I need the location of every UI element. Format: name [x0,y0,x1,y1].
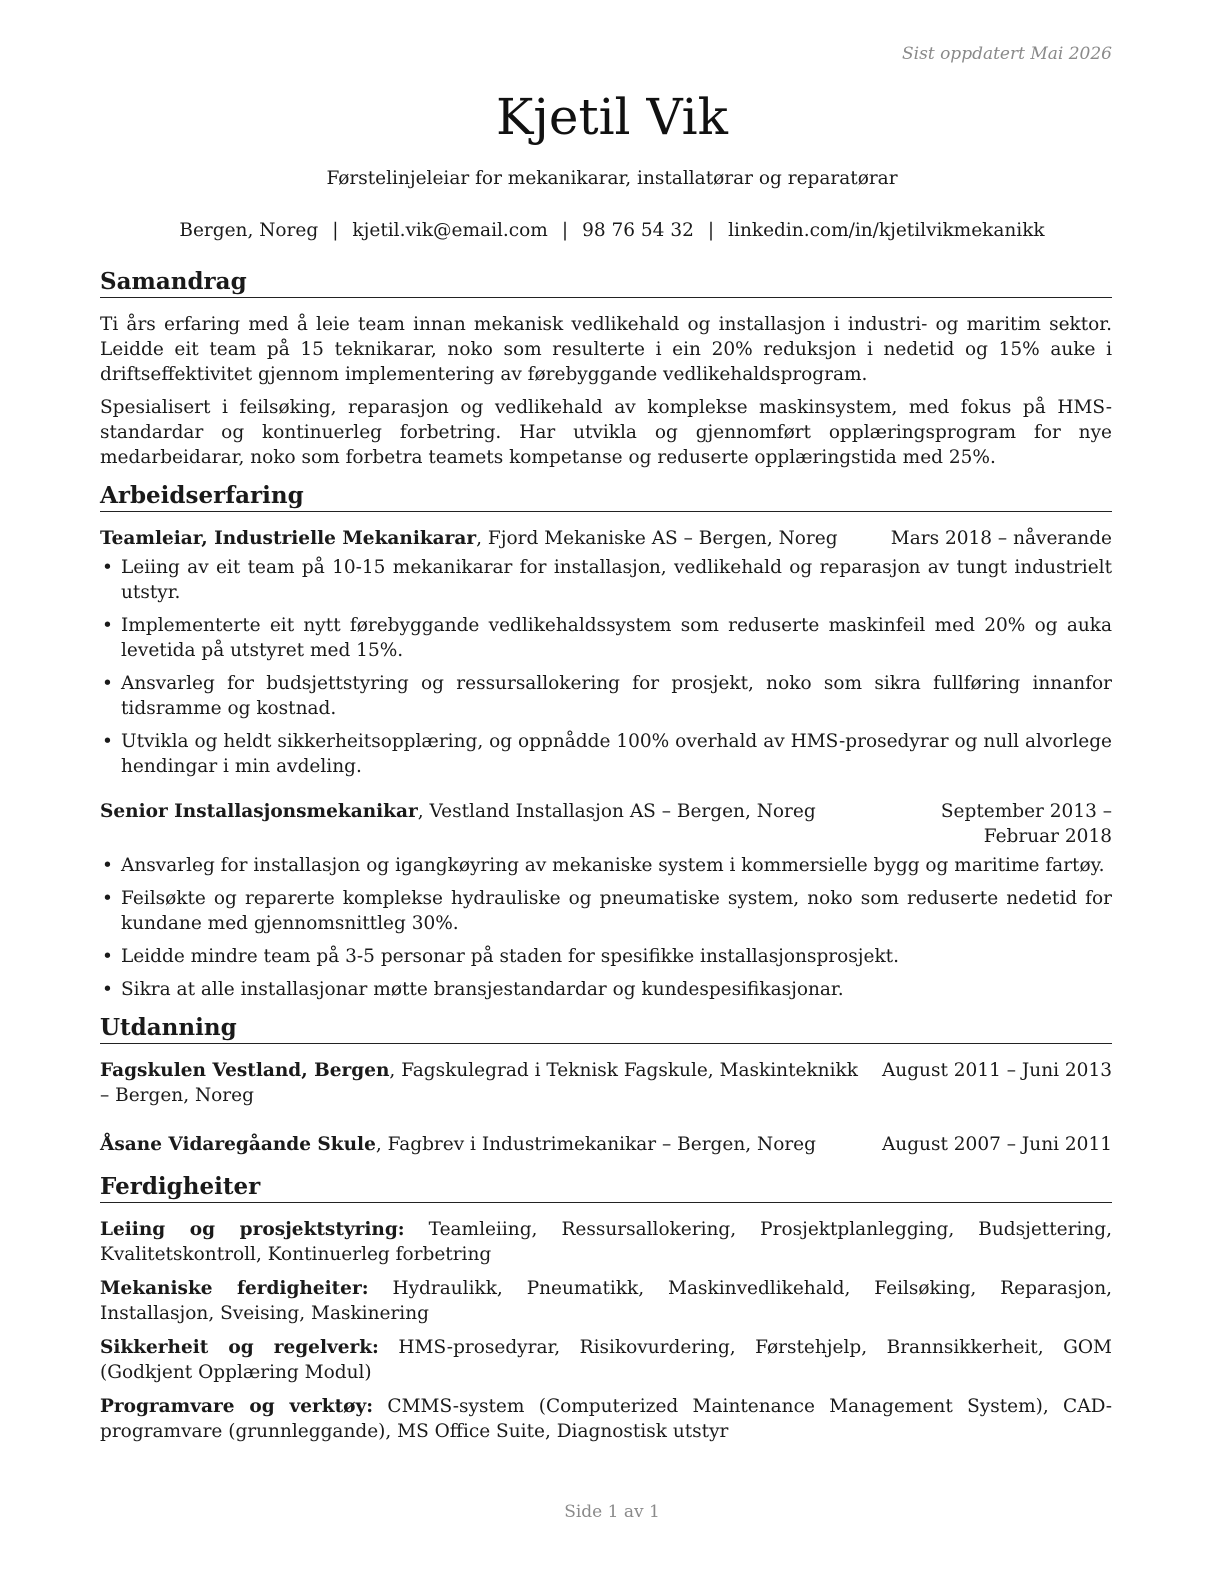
job-bullets [100,853,1112,1002]
job-role: Teamleiar, Industrielle Mekanikarar [100,528,477,549]
job-bullet: • Utvikla og heldt sikkerheitsopplæring, og oppnådde 100% overhald av HMS-prosedyrar og null alvorlege hendingar i min avdeling. [100,729,1112,779]
school-name: Fagskulen Vestland, Bergen [100,1060,390,1081]
education-section [100,1014,1112,1157]
job-bullet: • Leidde mindre team på 3-5 personar på staden for spesifikke installasjonsprosjekt. [100,944,1112,969]
skills-section [100,1173,1112,1444]
candidate-name: Kjetil Vik [496,88,728,146]
skill-label: Leiing og prosjektstyring: [100,1219,405,1240]
separator: | [561,220,569,241]
degree-info: , Fagskulegrad i Teknisk Fagskule, Maskinteknikk – Bergen, Noreg [100,1060,858,1106]
contact-email[interactable]: kjetil.vik@email.com [352,220,548,241]
skill-list: Teamleiing, Ressursallokering, Prosjektplanlegging, Budsjettering, Kvalitetskontroll, Kontinuerleg forbetring [100,1219,1112,1265]
education-dates: August 2011 – Juni 2013 [881,1060,1112,1081]
contact-line [0,220,1224,241]
contact-location: Bergen, Noreg [179,220,319,241]
school-name: Åsane Vidaregåande Skule [100,1134,376,1155]
contact-phone: 98 76 54 32 [582,220,694,241]
education-dates: August 2007 – Juni 2011 [881,1134,1112,1155]
experience-section [100,482,1112,1002]
job-bullet: • Sikra at alle installasjonar møtte bransjestandardar og kundespesifikasjonar. [100,977,1112,1002]
skill-label: Mekaniske ferdigheiter: [100,1278,369,1299]
job-bullet: • Leiing av eit team på 10-15 mekanikarar for installasjon, vedlikehald og reparasjon av tungt industrielt utstyr. [100,555,1112,605]
skill-list: CMMS-system (Computerized Maintenance Management System), CAD-programvare (grunnleggande), MS Office Suite, Diagnostisk utstyr [100,1396,1112,1442]
job-bullet: • Implementerte eit nytt førebyggande vedlikehaldssystem som reduserte maskinfeil med 20% og auka levetida på utstyret med 15%. [100,613,1112,663]
section-title-summary: Samandrag [100,268,1112,298]
education-entry [100,1132,1112,1157]
job-entry [100,526,1112,779]
job-header [100,799,1112,849]
summary-paragraph: Spesialisert i feilsøking, reparasjon og vedlikehald av komplekse maskinsystem, med fokus på HMS-standardar og kontinuerleg forbetring. Har utvikla og gjennomført opplæringsprogram for nye medarbeidarar, noko som forbetra teamets kompetanse og reduserte opplæringstida med 25%. [100,397,1112,468]
section-title-experience: Arbeidserfaring [100,482,1112,512]
job-bullet: • Ansvarleg for installasjon og igangkøyring av mekaniske system i kommersielle bygg og maritime fartøy. [100,853,1112,878]
job-bullets [100,555,1112,779]
education-entry [100,1058,1112,1108]
resume-content [100,268,1112,1453]
job-bullet: • Ansvarleg for budsjettstyring og ressursallokering for prosjekt, noko som sikra fullføring innanfor tidsramme og kostnad. [100,671,1112,721]
skill-group [100,1335,1112,1385]
skill-label: Sikkerheit og regelverk: [100,1337,379,1358]
job-role: Senior Installasjonsmekanikar [100,801,418,822]
section-title-education: Utdanning [100,1014,1112,1044]
skill-list: Hydraulikk, Pneumatikk, Maskinvedlikehald, Feilsøking, Reparasjon, Installasjon, Sveising, Maskinering [100,1278,1112,1324]
contact-linkedin[interactable]: linkedin.com/in/kjetilvikmekanikk [728,220,1045,241]
candidate-title: Førstelinjeleiar for mekanikarar, installatørar og reparatørar [326,168,898,189]
job-dates: September 2013 – Februar 2018 [940,801,1112,847]
skill-group [100,1217,1112,1267]
skill-group [100,1394,1112,1444]
skill-label: Programvare og verktøy: [100,1396,374,1417]
page-number: Side 1 av 1 [564,1502,660,1522]
job-dates: Mars 2018 – nåverande [890,528,1112,549]
job-bullet: • Feilsøkte og reparerte komplekse hydrauliske og pneumatiske system, noko som reduserte nedetid for kundane med gjennomsnittleg 30%. [100,886,1112,936]
summary-section [100,268,1112,470]
separator: | [707,220,715,241]
skill-group [100,1276,1112,1326]
job-entry [100,799,1112,1002]
separator: | [332,220,339,241]
degree-info: , Fagbrev i Industrimekanikar – Bergen, Noreg [375,1134,816,1155]
job-header [100,526,1112,551]
section-title-skills: Ferdigheiter [100,1173,1112,1203]
job-employer: , Vestland Installasjon AS – Bergen, Noreg [417,801,816,822]
summary-paragraph: Ti års erfaring med å leie team innan mekanisk vedlikehald og installasjon i industri- og maritim sektor. Leidde eit team på 15 teknikarar, noko som resulterte i ein 20% reduksjon i nedetid og 15% auke i driftseffektivitet gjennom implementering av førebyggande vedlikehaldsprogram. [100,314,1112,385]
job-employer: , Fjord Mekaniske AS – Bergen, Noreg [476,528,838,549]
last-updated: Sist oppdatert Mai 2026 [902,44,1112,64]
skill-list: HMS-prosedyrar, Risikovurdering, Førstehjelp, Brannsikkerheit, GOM (Godkjent Opplæring Modul) [100,1337,1112,1383]
